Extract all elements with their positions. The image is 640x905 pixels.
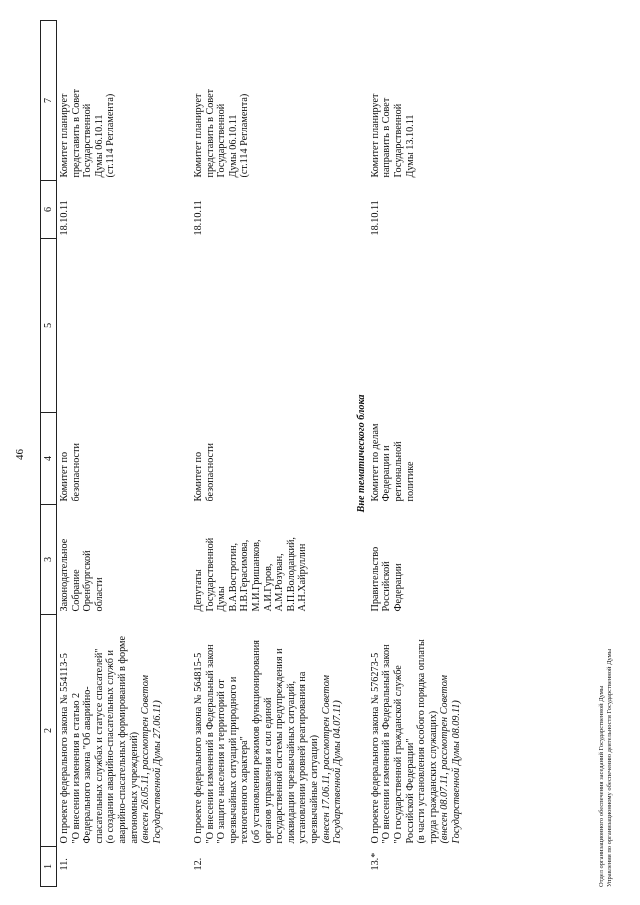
text-line: направить в Совет [381,97,393,178]
text-line: автономных учреждений) [128,731,140,844]
text-line: А.М.Розуван, [274,553,286,612]
initiator [368,505,478,615]
column-5-cell [368,239,478,413]
text-line: Российской Федерации" [404,738,416,844]
text-line: (ст.114 Регламента) [239,93,251,178]
row-number: 11. [59,858,70,871]
text-line: Комитет планирует [59,93,70,178]
text-line: (о создании аварийно-спасательных служб и [105,650,117,844]
footer-line: Управления по организационному обеспечению деятельности Государственной Думы [606,648,613,887]
row-number: 13.* [369,852,381,871]
text-line: труда гражданских служащих) [427,710,439,844]
text-line: техногенного характера" [239,736,251,844]
text-line: Государственной [392,103,404,178]
text-line: аварийно-спасательных формирований в форме [116,636,128,844]
bill-note: Государственной Думы 27.06.11) [151,700,163,844]
date-cell: 18.10.11 [59,200,70,236]
text-line: А.Н.Хайруллин [297,543,309,612]
initiator [57,505,192,615]
initiator [191,505,344,615]
text-line: Федерального закона "Об аварийно- [82,686,94,844]
text-line: "О защите населения и территорий от [216,679,228,844]
column-header: 4 [41,413,57,505]
column-header: 5 [41,239,57,413]
footer-line: Отдел организационного обеспечения заседаний Государственной Думы [598,685,605,887]
text-line: Комитет по [59,451,70,502]
text-line: Думы 06.10.11 [93,114,105,178]
text-line: В.А.Вострoтин, [227,542,239,612]
text-line: Собрание [70,569,82,612]
text-line: представить в Совет [204,88,216,178]
text-line: Федерации и [381,445,393,502]
section-row [344,21,368,887]
bill-description [57,615,192,847]
text-line: Н.В.Герасимова, [239,539,251,612]
column-5-cell [57,239,192,413]
text-line: области [93,577,105,612]
table-row [57,21,192,887]
text-line: Комитет по [193,451,204,502]
bill-table [40,20,478,887]
text-line: Комитет планирует [369,93,381,178]
bill-description [368,615,478,847]
text-line: политике [404,461,416,502]
section-label: Вне тематического блока [356,394,368,513]
text-line: Государственной [216,103,228,178]
committee [191,413,344,505]
text-line: А.И.Гуров, [262,563,274,612]
column-header: 7 [41,21,57,181]
text-line: чрезвычайные ситуации) [308,734,320,844]
text-line: чрезвычайных ситуаций природного и [227,676,239,844]
text-line: О проекте федерального закона № 576273-5 [369,652,381,844]
committee [57,413,192,505]
text-line: Государственной [204,537,216,612]
text-line: Федерации [392,563,404,612]
text-line: ликвидации чрезвычайных ситуаций, [285,680,297,844]
text-line: Депутаты [193,569,204,612]
table-row [191,21,344,887]
text-line: безопасности [70,443,82,502]
bill-note: (внесен 26.05.11, рассмотрен Советом [140,675,152,844]
text-line: Думы 06.10.11 [227,114,239,178]
page-number: 46 [14,449,26,460]
footer [598,649,614,887]
text-line: Государственной [82,103,94,178]
text-line: государственной системы предупреждения и [274,648,286,844]
text-line: Правительство [369,546,381,612]
column-5-cell [191,239,344,413]
text-line: Российской [381,561,393,612]
text-line: В.П.Володацкий, [285,537,297,612]
text-line: региональной [392,441,404,502]
column-header: 3 [41,505,57,615]
committee [368,413,478,505]
text-line: Законодательное [59,538,70,612]
bill-note: Государственной Думы 08.09.11) [450,700,462,844]
text-line: органов управления и сил единой [262,697,274,844]
text-line: установлении уровней реагирования на [297,671,309,844]
column-header: 1 [41,847,57,887]
bill-note: (внесен 08.07.11, рассмотрен Советом [439,675,451,844]
text-line: (ст.114 Регламента) [105,93,117,178]
text-line: М.И.Гришанков, [250,539,262,612]
text-line: О проекте федерального закона № 564815-5 [193,652,204,844]
column-header-row [41,21,57,887]
text-line: Комитет по делам [369,423,381,502]
column-header: 6 [41,181,57,239]
text-line: "О внесении изменений в Федеральный закон [204,644,216,844]
text-line: Думы [216,586,228,612]
text-line: О проекте федерального закона № 554113-5 [59,653,70,844]
bill-note: (внесен 17.06.11, рассмотрен Советом [320,675,332,844]
text-line: спасательных службах и статусе спасателей" [93,648,105,844]
bill-description [191,615,344,847]
text-line: "О внесении изменений в Федеральный закон [381,644,393,844]
text-line: "О государственной гражданской службе [392,665,404,844]
date-cell: 18.10.11 [193,200,204,236]
text-line: (в части установления особого порядка оплаты [416,639,428,844]
text-line: безопасности [204,443,216,502]
text-line: Думы 13.10.11 [404,114,416,178]
table-row [368,21,478,887]
plan-cell [368,21,478,181]
column-header: 2 [41,615,57,847]
plan-cell [191,21,344,181]
text-line: Комитет планирует [193,93,204,178]
text-line: Оренбургской [82,550,94,612]
row-number: 12. [193,857,204,871]
text-line: "О внесении изменения в статью 2 [70,692,82,844]
plan-cell [57,21,192,181]
text-line: (об установлении режимов функционирования [250,640,262,844]
text-line: представить в Совет [70,88,82,178]
date-cell: 18.10.11 [369,200,381,236]
bill-note: Государственной Думы 04.07.11) [332,700,344,844]
